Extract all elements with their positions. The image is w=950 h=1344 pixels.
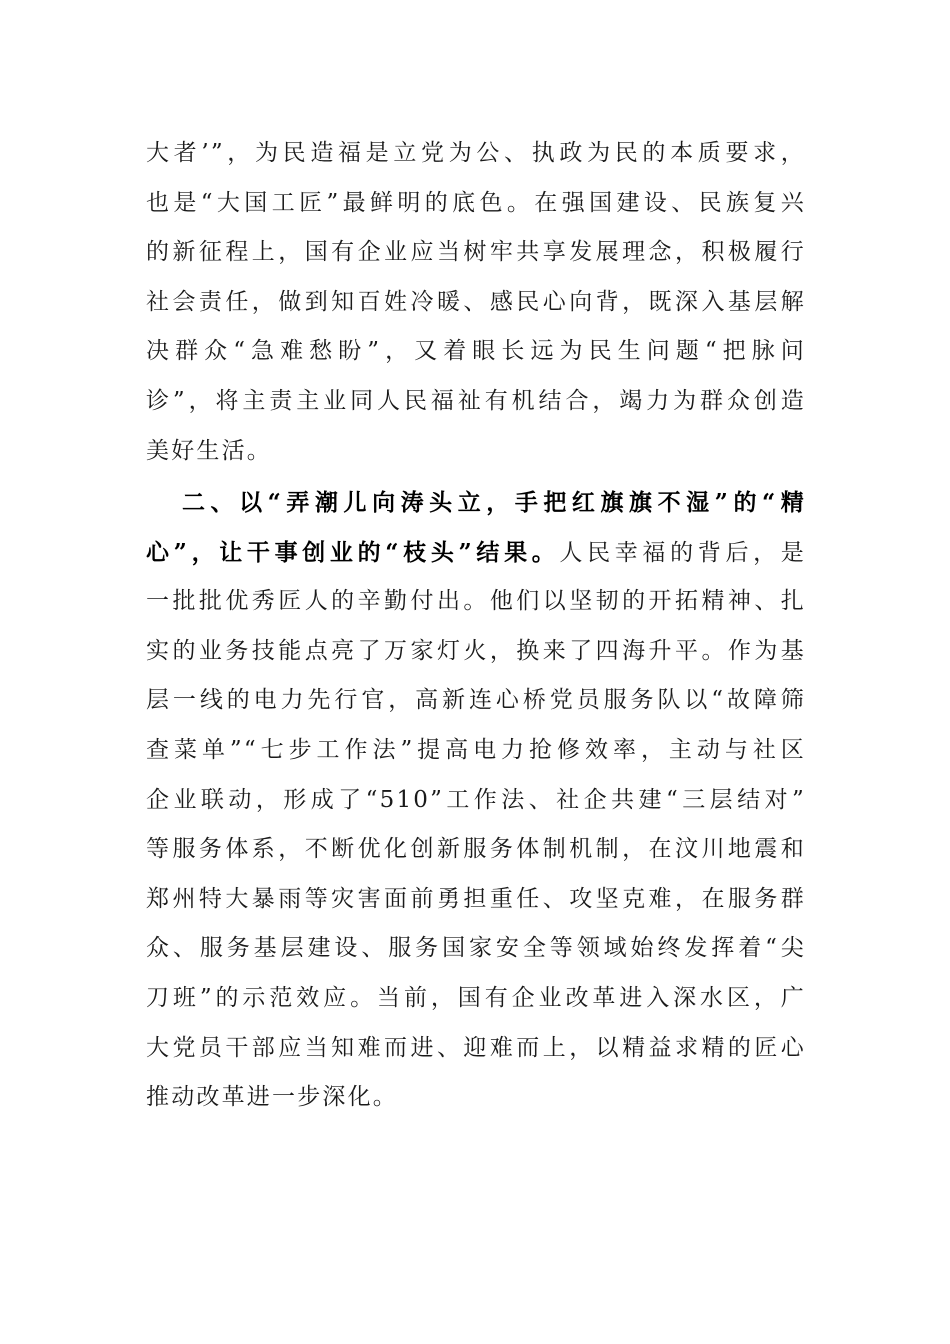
paragraph-2-line: 郑州特大暴雨等灾害面前勇担重任、攻坚克难，在服务群 xyxy=(146,885,806,912)
paragraph-1 xyxy=(146,129,806,476)
paragraph-1-line: 社会责任，做到知百姓冷暖、感民心向背，既深入基层解 xyxy=(146,288,806,315)
paragraph-1-line: 大者’”，为民造福是立党为公、执政为民的本质要求， xyxy=(146,140,806,166)
paragraph-2-line: 推动改革进一步深化。 xyxy=(146,1084,398,1111)
paragraph-2-line: 实的业务技能点亮了万家灯火，换来了四海升平。作为基 xyxy=(146,637,806,664)
paragraph-1-line: 决群众“急难愁盼”，又着眼长远为民生问题“把脉问 xyxy=(146,338,806,365)
paragraph-2-line: 层一线的电力先行官，高新连心桥党员服务队以“故障筛 xyxy=(146,687,806,714)
section-heading-line-1: 二、以“弄潮儿向涛头立，手把红旗旗不湿”的“精 xyxy=(182,489,806,516)
paragraph-2-line: 企业联动，形成了“510”工作法、社企共建“三层结对” xyxy=(146,786,806,813)
paragraph-2-line: 大党员干部应当知难而进、迎难而上，以精益求精的匠心 xyxy=(146,1034,806,1061)
section-heading-bold: 心”，让干事创业的“枝头”结果。 xyxy=(146,538,560,566)
section-heading-rest: 人民幸福的背后，是 xyxy=(559,539,806,566)
section-heading-line-2 xyxy=(146,528,806,578)
paragraph-2-line: 查菜单”“七步工作法”提高电力抢修效率，主动与社区 xyxy=(146,736,806,763)
paragraph-1-line: 诊”，将主责主业同人民福祉有机结合，竭力为群众创造 xyxy=(146,387,806,414)
paragraph-2-line: 一批批优秀匠人的辛勤付出。他们以坚韧的开拓精神、扎 xyxy=(146,588,806,615)
paragraph-2 xyxy=(146,478,806,1123)
paragraph-1-line: 的新征程上，国有企业应当树牢共享发展理念，积极履行 xyxy=(146,239,806,266)
paragraph-1-line: 也是“大国工匠”最鲜明的底色。在强国建设、民族复兴 xyxy=(146,189,806,216)
paragraph-2-line: 等服务体系，不断优化创新服务体制机制，在汶川地震和 xyxy=(146,836,806,863)
paragraph-1-line: 美好生活。 xyxy=(146,437,272,464)
paragraph-2-line: 众、服务基层建设、服务国家安全等领域始终发挥着“尖 xyxy=(146,935,806,962)
paragraph-2-line: 刀班”的示范效应。当前，国有企业改革进入深水区，广 xyxy=(146,984,806,1011)
